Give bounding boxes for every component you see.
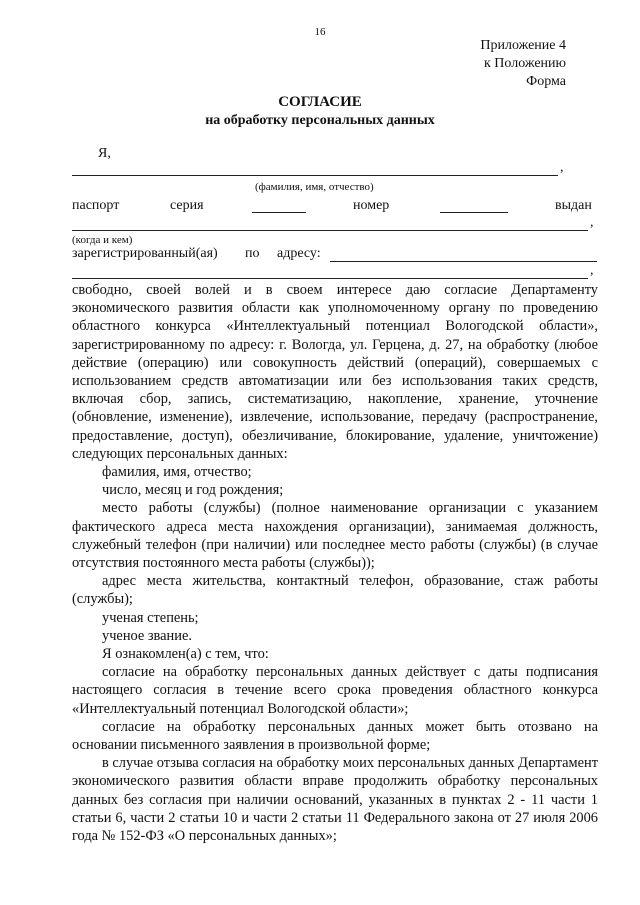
consent-paragraph: свободно, своей волей и в своем интересе даю согласие Департаменту экономического развития области как уполномоченному органу по проведению областного конкурса «Интеллектуальный потенциал Вологодской области», зарегистрированному по адресу: г. Вологда, ул. Герцена, д. 27, на обработку (любое действие (операцию) или совокупность действий (операций), совершаемых с использованием средств автоматизации или без использования таких средств, включая сбор, запись, систематизацию, накопление, хранение, уточнение (обновление, изменение), извлечение, использование, передачу (распространение, предоставление, доступ), обезличивание, блокирование, удаление, уничтожение) следующих персональных данных: (72, 282, 598, 462)
registered-label: зарегистрированный(ая) (72, 246, 218, 261)
issued-by-field[interactable] (72, 230, 588, 231)
data-item-fio: фамилия, имя, отчество; (102, 464, 252, 481)
ya-label: Я, (98, 146, 111, 161)
acknowledge-intro: Я ознакомлен(а) с тем, что: (102, 646, 269, 663)
address-label: адресу: (277, 246, 321, 261)
address-field-2[interactable] (72, 278, 588, 279)
data-item-birthdate: число, месяц и год рождения; (102, 482, 284, 499)
address-comma: , (590, 263, 594, 278)
series-field[interactable] (252, 212, 306, 213)
document-subtitle: на обработку персональных данных (205, 113, 435, 128)
number-label: номер (353, 198, 390, 213)
data-item-degree: ученая степень; (102, 609, 199, 626)
acknowledge-continued-processing: в случае отзыва согласия на обработку моих персональных данных Департамент экономического развития области вправе продолжить обработку персональных данных без согласия при наличии оснований, указанных в пунктах 2 - 11 части 1 статьи 6, части 2 статьи 10 и части 2 статьи 11 Федерального закона от 27 июля 2006 года № 152-ФЗ «О персональных данных»; (72, 755, 598, 845)
issued-comma: , (590, 215, 594, 230)
header-regulation: к Положению (483, 56, 566, 71)
address-field[interactable] (330, 261, 597, 262)
page-number: 16 (314, 26, 326, 38)
consent-body (72, 281, 598, 845)
document-title: СОГЛАСИЕ (278, 94, 362, 110)
series-label: серия (170, 198, 204, 213)
acknowledge-revocation: согласие на обработку персональных данных может быть отозвано на основании письменного заявления в произвольной форме; (72, 718, 598, 754)
passport-label: паспорт (72, 198, 120, 213)
data-item-workplace: место работы (службы) (полное наименование организации с указанием фактического адреса места нахождения организации), занимаемая должность, служебный телефон (при наличии) или последнее место работы (службы) (в случае отсутствия постоянного места работы (службы)); (72, 500, 598, 572)
fio-field[interactable] (72, 175, 558, 176)
po-label: по (245, 246, 260, 261)
acknowledge-validity: согласие на обработку персональных данных действует с даты подписания настоящего согласия в течение всего срока проведения областного конкурса «Интеллектуальный потенциал Вологодской области»; (72, 664, 598, 717)
fio-caption: (фамилия, имя, отчество) (255, 181, 374, 193)
fio-comma: , (560, 160, 564, 175)
data-item-address: адрес места жительства, контактный телефон, образование, стаж работы (службы); (72, 573, 598, 608)
when-who-caption: (когда и кем) (72, 234, 133, 246)
issued-label: выдан (555, 198, 592, 213)
header-form: Форма (526, 74, 566, 89)
number-field[interactable] (440, 212, 508, 213)
data-item-title: ученое звание. (102, 627, 192, 644)
header-appendix: Приложение 4 (480, 38, 566, 53)
